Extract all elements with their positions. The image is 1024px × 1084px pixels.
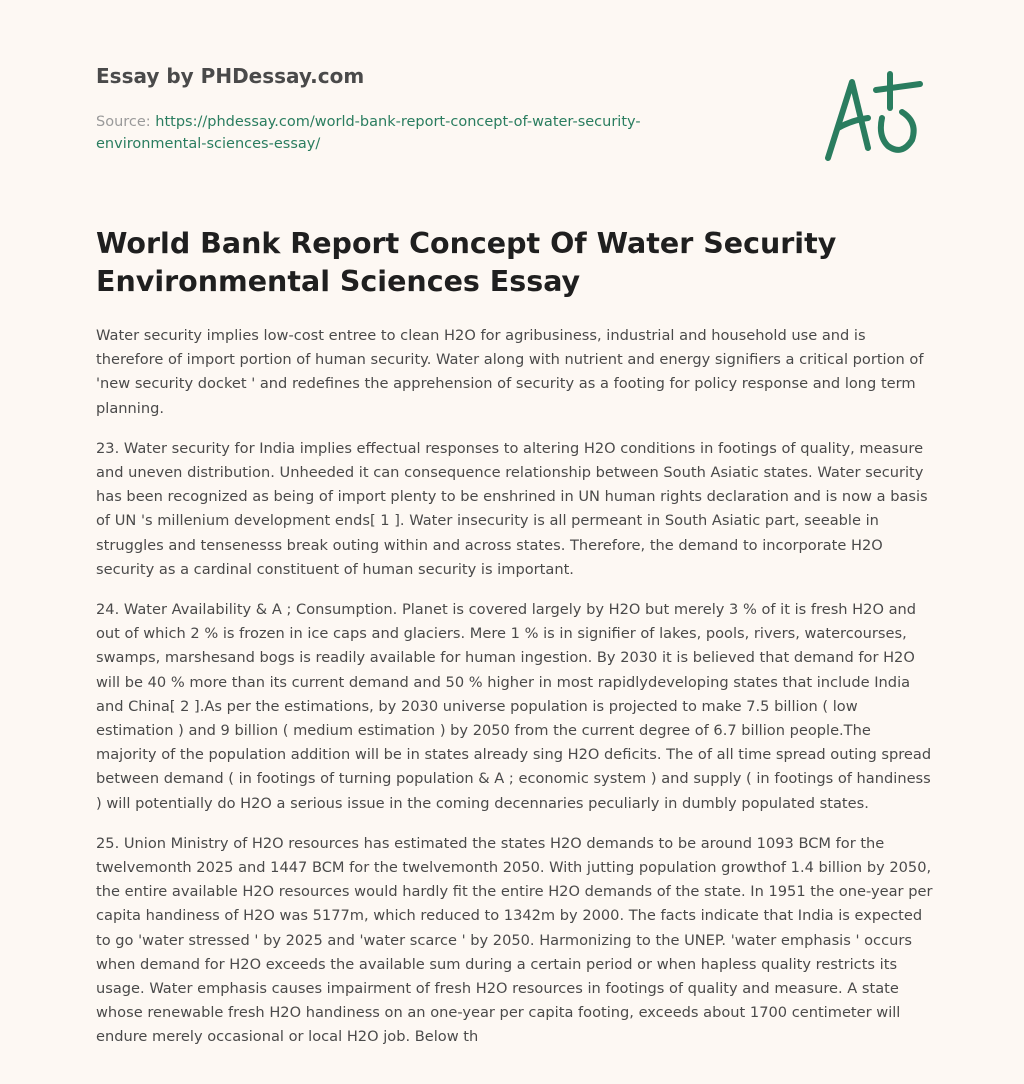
- paragraph: Water security implies low-cost entree to clean H2O for agribusiness, industrial and household use and is therefore of import portion of human security. Water along with nutrient and energy signifiers a critical portion of 'new security docket ' and redefines the apprehension of security as a footing for policy response and long term planning.: [96, 327, 924, 417]
- essay-title: World Bank Report Concept Of Water Security Environmental Sciences Essay: [96, 227, 837, 298]
- source-link[interactable]: [96, 114, 641, 152]
- a-plus-logo-icon: [818, 64, 930, 168]
- paragraph: 25. Union Ministry of H2O resources has estimated the states H2O demands to be around 1093 BCM for the twelvemonth 2025 and 1447 BCM for the twelvemonth 2050. With jutting population growthof 1.4 billion by 2050, the entire available H2O resources would hardly fit the entire H2O demands of the state. In 1951 the one-year per capita handiness of H2O was 5177m, which reduced to 1342m by 2000. The facts indicate that India is expected to go 'water stressed ' by 2025 and 'water scarce ' by 2050. Harmonizing to the UNEP. 'water emphasis ' occurs when demand for H2O exceeds the available sum during a certain period or when hapless quality restricts its usage. Water emphasis causes impairment of fresh H2O resources in footings of quality and measure. A state whose renewable fresh H2O handiness on an one-year per capita footing, exceeds about 1700 centimeter will endure merely occasional or local H2O job. Below th: [96, 834, 933, 1046]
- essay-body: [96, 324, 934, 1066]
- paragraph: 24. Water Availability & A ; Consumption. Planet is covered largely by H2O but merely 3 % of it is fresh H2O and out of which 2 % is frozen in ice caps and glaciers. Mere 1 % is in signifier of lakes, pools, rivers, watercourses, swamps, marshesand bogs is readily available for human ingestion. By 2030 it is believed that demand for H2O will be 40 % more than its current demand and 50 % higher in most rapidlydeveloping states that include India and China[ 2 ].As per the estimations, by 2030 universe population is projected to make 7.5 billion ( low estimation ) and 9 billion ( medium estimation ) by 2050 from the current degree of 6.7 billion people.The majority of the population addition will be in states already sing H2O deficits. The of all time spread outing spread between demand ( in footings of turning population & A ; economic system ) and supply ( in footings of handiness ) will potentially do H2O a serious issue in the coming decennaries peculiarly in dumbly populated states.: [96, 601, 932, 812]
- site-brand: Essay by PHDessay.com: [96, 64, 365, 88]
- source-link-line2: environmental-sciences-essay/: [96, 136, 321, 152]
- source-label: Source:: [96, 114, 151, 130]
- source-line: [96, 111, 736, 155]
- source-link-line1: https://phdessay.com/world-bank-report-concept-of-water-security-: [155, 114, 641, 130]
- paragraph: 23. Water security for India implies effectual responses to altering H2O conditions in footings of quality, measure and uneven distribution. Unheeded it can consequence relationship between South Asiatic states. Water security has been recognized as being of import plenty to be enshrined in UN human rights declaration and is now a basis of UN 's millenium development ends[ 1 ]. Water insecurity is all permeant in South Asiatic part, seeable in struggles and tensenesss break outing within and across states. Therefore, the demand to incorporate H2O security as a cardinal constituent of human security is important.: [96, 439, 928, 578]
